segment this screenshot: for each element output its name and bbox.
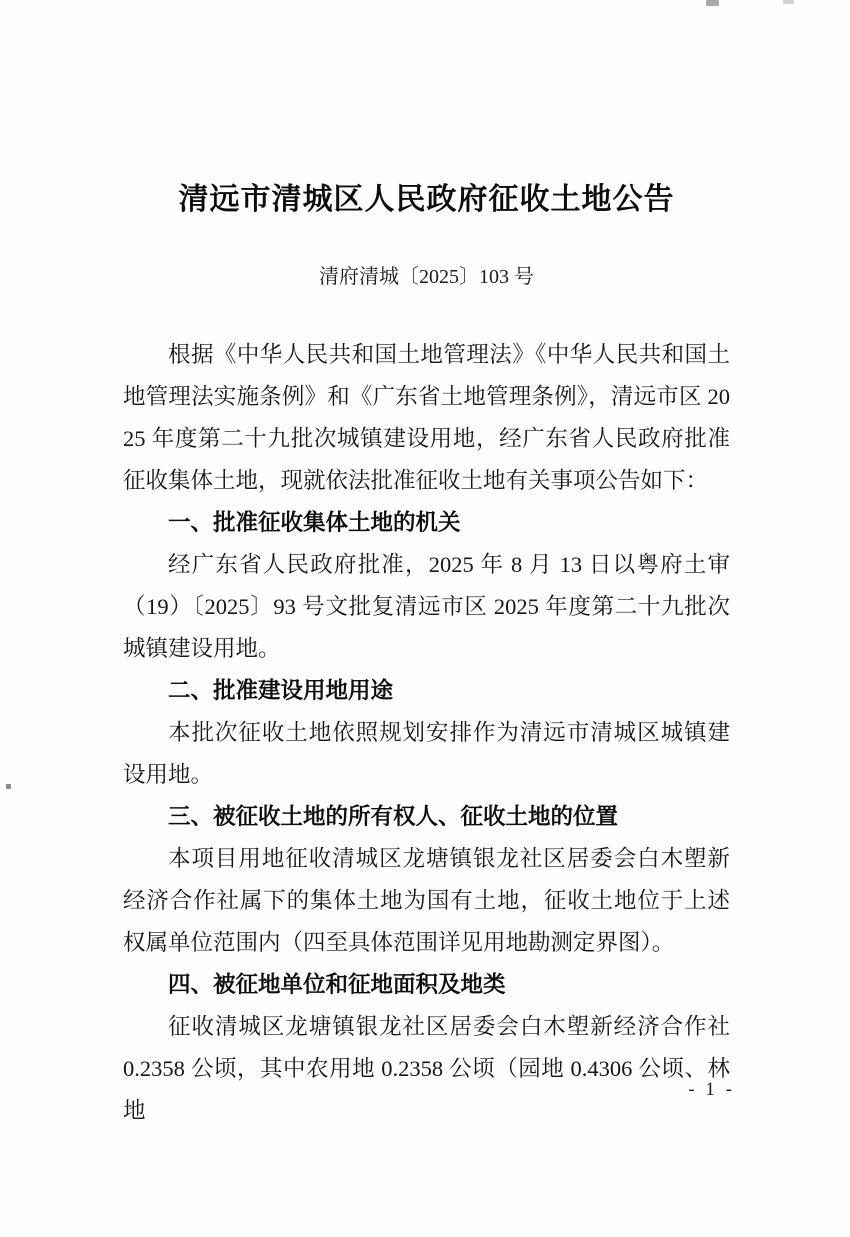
section-1-heading: 一、批准征收集体土地的机关	[168, 510, 461, 535]
scan-artifact	[6, 784, 11, 789]
section-2-body: 本批次征收土地依照规划安排作为清远市清城区城镇建设用地。	[123, 720, 730, 787]
section-3-heading: 三、被征收土地的所有权人、征收土地的位置	[168, 804, 619, 829]
document-number: 清府清城〔2025〕103 号	[319, 266, 534, 288]
paragraph-intro: 根据《中华人民共和国土地管理法》《中华人民共和国土地管理法实施条例》和《广东省土地管理条例》，清远市区 2025 年度第二十九批次城镇建设用地，经广东省人民政府批准征收集体土地，现就依法批准征收土地有关事项公告如下：	[123, 342, 730, 493]
scan-artifact	[706, 0, 719, 6]
section-4-heading: 四、被征地单位和征地面积及地类	[168, 972, 506, 997]
section-4-body: 征收清城区龙塘镇银龙社区居委会白木塱新经济合作社 0.2358 公顷，其中农用地 0.2358 公顷（园地 0.4306 公顷、林地	[123, 1014, 730, 1123]
section-2-heading: 二、批准建设用地用途	[168, 678, 394, 703]
document-title: 清远市清城区人民政府征收土地公告	[178, 183, 675, 216]
document-body	[123, 334, 730, 1132]
section-3-body: 本项目用地征收清城区龙塘镇银龙社区居委会白木塱新经济合作社属下的集体土地为国有土地，征收土地位于上述权属单位范围内（四至具体范围详见用地勘测定界图）。	[123, 846, 730, 955]
page-number: - 1 -	[688, 1079, 735, 1100]
scan-artifact	[783, 0, 794, 4]
section-1-body: 经广东省人民政府批准，2025 年 8 月 13 日以粤府土审（19）〔2025〕93 号文批复清远市区 2025 年度第二十九批次城镇建设用地。	[123, 552, 730, 661]
